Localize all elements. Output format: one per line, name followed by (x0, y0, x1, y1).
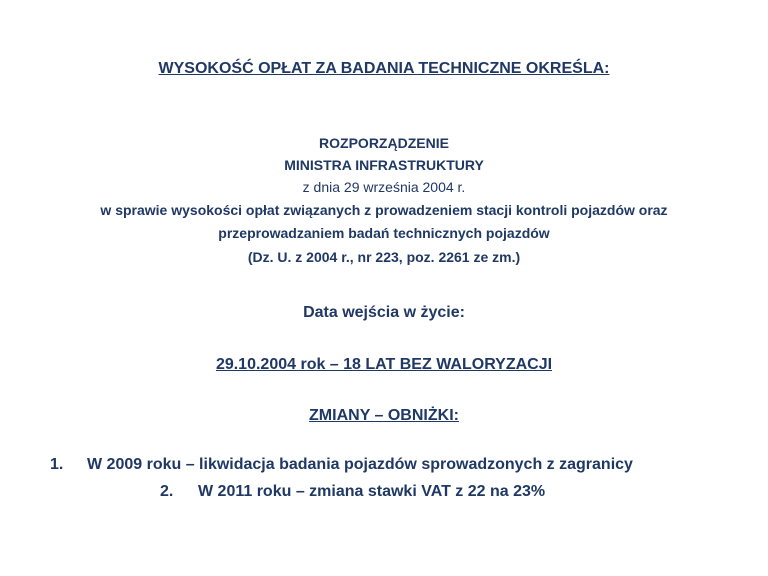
regulation-subject-line1: w sprawie wysokości opłat związanych z prowadzeniem stacji kontroli pojazdów oraz (100, 202, 668, 218)
changes-heading: ZMIANY – OBNIŻKI: (309, 407, 459, 424)
regulation-issuer: MINISTRA INFRASTRUKTURY (284, 157, 484, 173)
slide-title: WYSOKOŚĆ OPŁAT ZA BADANIA TECHNICZNE OKREŚLA: (158, 60, 610, 77)
regulation-type: ROZPORZĄDZENIE (319, 135, 449, 151)
effective-date-value: 29.10.2004 rok – 18 LAT BEZ WALORYZACJI (215, 356, 553, 373)
list-item-number: 2. (160, 483, 174, 500)
effective-date-label: Data wejścia w życie: (303, 304, 465, 321)
regulation-citation: (Dz. U. z 2004 r., nr 223, poz. 2261 ze zm.) (247, 249, 521, 265)
list-item-text: W 2011 roku – zmiana stawki VAT z 22 na 23% (198, 483, 546, 500)
list-item-number: 1. (50, 456, 64, 473)
regulation-date: z dnia 29 września 2004 r. (302, 179, 466, 195)
list-item-text: W 2009 roku – likwidacja badania pojazdów sprowadzonych z zagranicy (87, 456, 633, 473)
regulation-subject-line2: przeprowadzaniem badań technicznych pojazdów (218, 225, 550, 241)
